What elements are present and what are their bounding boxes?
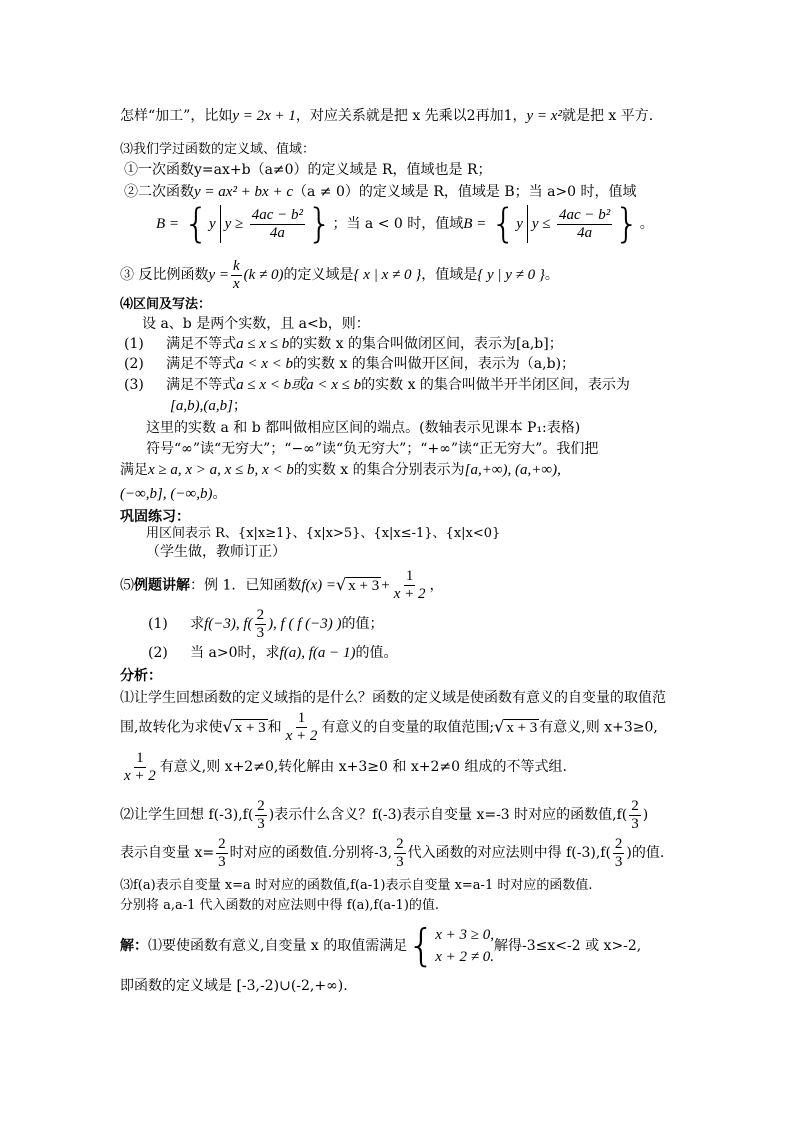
text-line-30 — [120, 896, 439, 916]
set-bar — [527, 205, 528, 243]
fraction: $\frac{1}{x + 2}$ — [285, 710, 318, 744]
text: 。 — [544, 267, 559, 283]
fraction: $\frac{\text{4ac − b²}}{4a}$ — [251, 206, 303, 241]
text: 解： — [120, 938, 148, 954]
formula: y ≤ — [531, 216, 551, 232]
text: ；当 a < 0 时，值域 — [332, 216, 464, 232]
formula: y = — [208, 267, 229, 283]
text: ⑵让学生回想 f(-3),f( — [120, 807, 254, 823]
inequality-system: { x + 3 ≥ 0, x + 2 ≠ 0. — [407, 920, 495, 971]
text: 当 a>0时，求 — [190, 645, 280, 661]
text: 满足不等式 — [166, 356, 237, 372]
brace-open: { — [183, 201, 209, 247]
item-number: (1) — [148, 616, 168, 632]
fraction: $\frac{2}{3}$ — [614, 835, 623, 870]
formula: B = — [463, 216, 487, 232]
item-number: (1) — [124, 336, 144, 352]
text: 满足 — [120, 462, 148, 478]
text: 围,故转化为求使 — [120, 719, 223, 736]
text: 有意义,则 x+2≠0,转化解由 x+3≥0 和 x+2≠0 组成的不等式组. — [159, 759, 567, 775]
text: 巩固练习： — [120, 509, 190, 525]
text: ③ 反比例函数 — [120, 267, 209, 283]
text-line-21 — [148, 606, 384, 642]
formula: f(x) = — [301, 577, 337, 594]
text: 。 — [639, 216, 654, 232]
text: 符号“∞”读“无穷大”；“−∞”读“负无穷大”；“+∞”读“正无穷大”。我们把 — [146, 441, 599, 457]
text: 分别将 a,a-1 代入函数的对应法则中得 f(a),f(a-1)的值. — [120, 898, 440, 913]
fraction: $\frac{2}{3}$ — [257, 797, 265, 832]
text: ⑴让学生回想函数的定义域指的是什么？函数的定义域是使函数有意义的自变量的取值范 — [120, 690, 666, 706]
text-line-14 — [146, 439, 598, 459]
formula: { y | y ≠ 0 } — [477, 267, 545, 283]
text: 表示自变量 x= — [120, 845, 215, 861]
formula: + — [381, 577, 390, 594]
brace-close: } — [614, 201, 640, 247]
text: ，值域是 — [421, 267, 478, 283]
square-root: √ x + 3 — [336, 575, 380, 594]
formula: [a,b),(a,b] — [170, 398, 233, 414]
text: 满足不等式 — [166, 336, 237, 352]
text: ⑶f(a)表示自变量 x=a 时对应的函数值,f(a-1)表示自变量 x=a-1 时对应的函数值. — [120, 878, 593, 893]
text: 。 — [212, 486, 227, 502]
text: ⑴要使函数有意义,自变量 x 的取值需满足 — [148, 938, 408, 954]
text-line-11 — [124, 375, 630, 395]
text-line-26 — [120, 748, 567, 786]
text-line-29 — [120, 876, 592, 896]
text: ， — [429, 577, 444, 594]
formula: y = ax² + bx + c — [194, 184, 293, 200]
text: 的实数 x 的集合分别表示为 — [293, 462, 465, 478]
set-bar — [220, 205, 221, 243]
formula: (−∞,b], (−∞,b) — [120, 486, 213, 502]
text: ⑶我们学过函数的定义域、值域： — [120, 142, 316, 157]
text-line-19 — [146, 542, 286, 562]
text: 求 — [190, 616, 205, 632]
text-line-2 — [120, 140, 315, 160]
fraction: $\frac{\text{4ac − b²}}{4a}$ — [558, 206, 611, 241]
text: （a ≠ 0）的定义域是 R，值域是 B；当 a>0 时，值域 — [293, 184, 637, 200]
formula: y = x² — [526, 108, 562, 124]
text: 怎样“加工”，比如 — [120, 108, 233, 124]
text-line-4 — [124, 182, 637, 202]
text-line-15 — [120, 460, 561, 480]
formula: a ≤ x < b或a < x ≤ b — [236, 377, 362, 393]
text: ； — [232, 398, 247, 414]
text-line-32 — [120, 976, 348, 996]
text-line-28 — [120, 834, 664, 872]
fraction: $\frac{1}{x + 2}$ — [124, 749, 156, 784]
text: ①一次函数y=ax+b（a≠0）的定义域是 R，值域也是 R； — [124, 162, 492, 178]
fraction: $\frac{k}{x}$ — [232, 257, 240, 292]
formula: x ≥ a, x > a, x ≤ b, x < b — [148, 462, 294, 478]
text: 的定义域是 — [283, 267, 354, 283]
text: ：例 1．已知函数 — [190, 577, 302, 594]
text: ②二次函数 — [124, 184, 194, 200]
item-number: (3) — [124, 377, 144, 393]
text-line-20 — [120, 566, 443, 605]
text-line-22 — [148, 643, 397, 663]
text-line-31 — [120, 922, 641, 970]
text: 即函数的定义域是 [-3,-2)∪(-2,+∞). — [120, 978, 348, 994]
formula: ), f ( f (−3) ) — [268, 616, 342, 632]
brace-open: { — [490, 201, 517, 247]
formula: y = 2x + 1 — [232, 108, 296, 124]
formula: y ≥ — [224, 216, 244, 232]
text-line-8 — [142, 314, 370, 334]
text: )的值. — [626, 845, 665, 861]
square-root: √ x + 3 — [494, 717, 538, 736]
formula: [a,+∞), (a,+∞), — [464, 462, 561, 478]
text: 就是把 x 平方. — [561, 108, 654, 124]
fraction: $\frac{2}{3}$ — [396, 835, 404, 870]
text: 用区间表示 R、{x|x≥1}、{x|x>5}、{x|x≤-1}、{x|x<0} — [146, 526, 501, 541]
fraction: $\frac{2}{3}$ — [218, 835, 226, 870]
text-line-6 — [120, 257, 559, 293]
text-line-1 — [120, 106, 653, 126]
text: ⑷区间及写法： — [120, 297, 212, 312]
text-line-5 — [156, 201, 654, 247]
text: （学生做，教师订正） — [146, 544, 286, 560]
formula: { x | x ≠ 0 } — [353, 267, 422, 283]
text-line-10 — [124, 354, 575, 374]
formula: a ≤ x ≤ b — [236, 336, 290, 352]
text: 例题讲解 — [134, 577, 190, 594]
text: 的实数 x 的集合叫做开区间，表示为（a,b)； — [293, 356, 576, 372]
fraction: $\frac{1}{x + 2}$ — [393, 568, 426, 602]
text: 设 a、b 是两个实数，且 a<b，则： — [142, 316, 370, 332]
text-line-12 — [170, 396, 247, 416]
text: )表示什么含义？f(-3)表示自变量 x=-3 时对应的函数值,f( — [268, 807, 628, 823]
text: 的实数 x 的集合叫做闭区间，表示为[a,b]； — [289, 336, 563, 352]
fraction: $\frac{2}{3}$ — [256, 606, 265, 641]
item-number: (2) — [148, 645, 168, 661]
text-line-25 — [120, 708, 658, 747]
text: 分析： — [120, 668, 162, 684]
text: 代入函数的对应法则中得 f(-3),f( — [407, 845, 611, 861]
text-line-16 — [120, 484, 226, 504]
text: ) — [642, 807, 649, 823]
text: ⑸ — [120, 577, 134, 594]
formula: a < x < b — [236, 356, 294, 372]
section-heading-analysis — [120, 666, 162, 686]
text: 满足不等式 — [166, 377, 237, 393]
square-root: √ x + 3 — [222, 717, 266, 736]
brace-close: } — [307, 201, 333, 247]
formula: y — [516, 216, 523, 232]
formula: f(a), f(a − 1) — [279, 645, 356, 661]
text-line-18 — [146, 524, 500, 544]
text: 有意义,则 x+3≥0, — [539, 719, 658, 736]
item-number: (2) — [124, 356, 144, 372]
formula: (k ≠ 0) — [243, 267, 284, 283]
text: 和 — [267, 719, 282, 736]
text: 的值。 — [355, 645, 398, 661]
text: 解得-3≤x<-2 或 x>-2, — [494, 938, 642, 954]
fraction: $\frac{2}{3}$ — [631, 797, 639, 832]
section-heading-intervals — [120, 295, 211, 315]
text-line-24 — [120, 688, 666, 708]
text-line-3 — [124, 160, 492, 180]
text: 这里的实数 a 和 b 都叫做相应区间的端点。(数轴表示见课本 P₁:表格) — [146, 420, 581, 436]
text-line-9 — [124, 334, 563, 354]
formula: y — [208, 216, 216, 232]
text: ，对应关系就是把 x 先乘以2再加1， — [295, 108, 527, 124]
formula: B = — [156, 216, 180, 232]
text: 的实数 x 的集合叫做半开半闭区间，表示为 — [361, 377, 630, 393]
text-line-27 — [120, 796, 648, 834]
text: 时对应的函数值.分别将-3, — [229, 845, 393, 861]
formula: f(−3), f( — [204, 616, 253, 632]
text: 有意义的自变量的取值范围; — [321, 719, 495, 736]
text-line-13 — [146, 418, 580, 438]
text: 的值； — [341, 616, 384, 632]
